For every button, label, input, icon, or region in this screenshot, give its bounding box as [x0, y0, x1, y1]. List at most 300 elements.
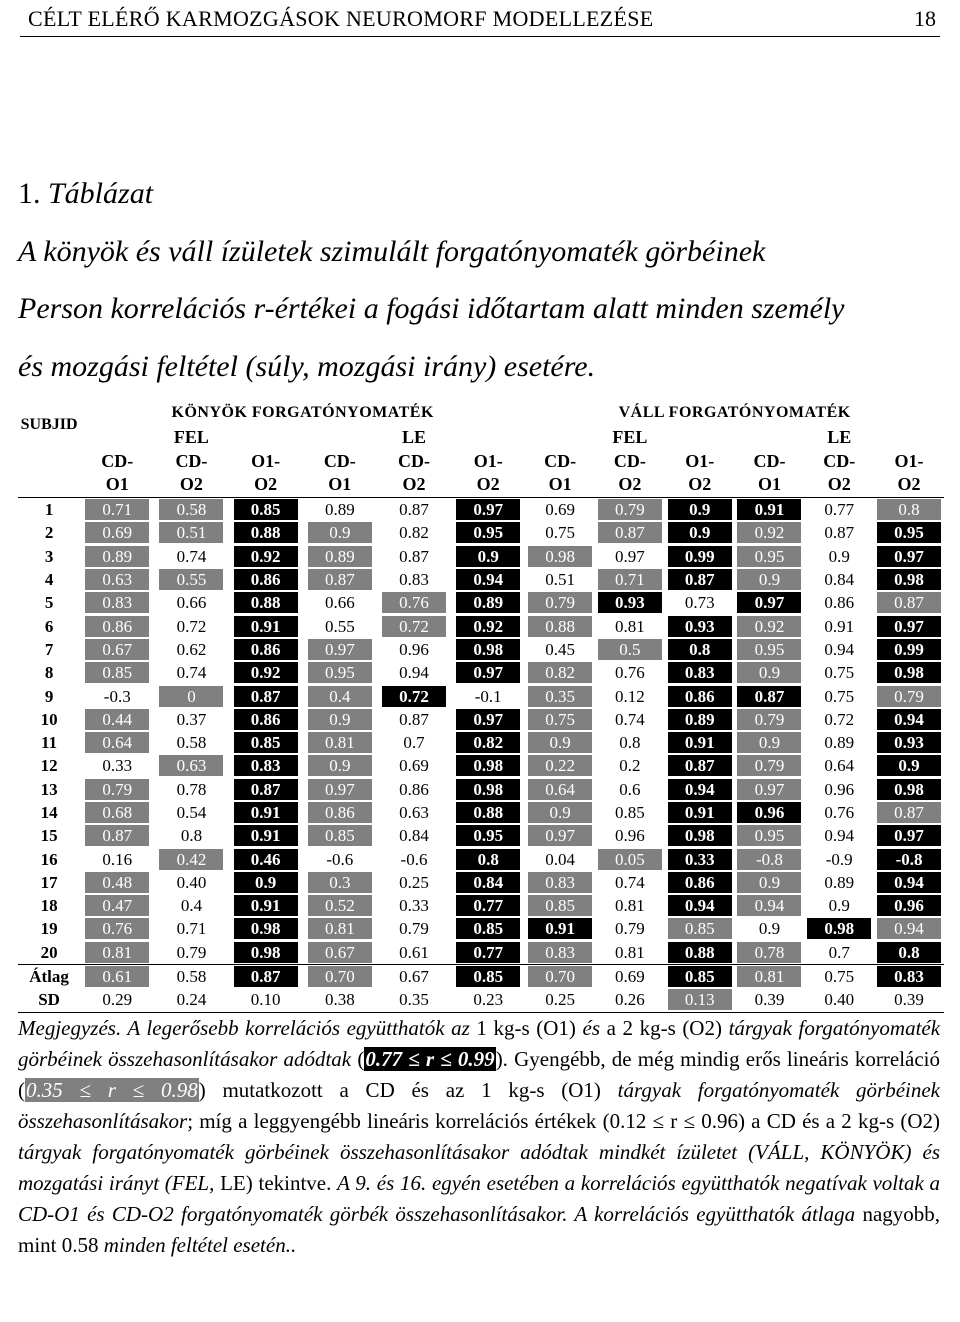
correlation-cell	[154, 754, 228, 777]
correlation-cell	[525, 847, 595, 870]
correlation-cell	[804, 917, 874, 940]
table-row	[18, 941, 944, 965]
correlation-value: 0.88	[456, 802, 520, 823]
correlation-cell	[735, 591, 805, 614]
correlation-value: 0.99	[668, 546, 732, 567]
correlation-cell	[665, 521, 735, 544]
correlation-cell	[735, 801, 805, 824]
correlation-cell	[303, 871, 377, 894]
correlation-cell	[80, 684, 154, 707]
correlation-cell	[377, 521, 451, 544]
table-row	[18, 754, 944, 777]
subject-id: 9	[44, 686, 54, 706]
correlation-value: 0.83	[382, 569, 446, 590]
correlation-value: 0.92	[234, 662, 298, 683]
correlation-value: 0.37	[159, 709, 223, 730]
correlation-cell	[874, 917, 944, 940]
correlation-cell	[874, 498, 944, 522]
correlation-value: 0.9	[877, 755, 941, 776]
note-text: 1 kg-s (O1)	[476, 1016, 576, 1040]
correlation-value: 0.68	[85, 802, 149, 823]
correlation-value: 0.75	[807, 686, 871, 707]
direction-header: LE	[401, 426, 426, 447]
correlation-cell	[229, 801, 303, 824]
correlation-value: 0.05	[598, 849, 662, 870]
correlation-value: 0.10	[234, 989, 298, 1010]
correlation-cell	[665, 824, 735, 847]
correlation-value: 0.76	[598, 662, 662, 683]
correlation-cell	[525, 778, 595, 801]
correlation-value: 0.74	[598, 709, 662, 730]
caption-label: 1. Táblázat	[18, 177, 154, 210]
correlation-value: 0.71	[85, 499, 149, 520]
correlation-value: 0.77	[456, 942, 520, 963]
caption-label-word: Táblázat	[48, 177, 154, 210]
correlation-value: 0.71	[598, 569, 662, 590]
correlation-value: 0.69	[598, 966, 662, 987]
table-direction-header	[18, 425, 944, 449]
direction-header: LE	[827, 426, 852, 447]
correlation-value: 0.87	[668, 569, 732, 590]
correlation-cell	[377, 684, 451, 707]
correlation-value: 0.91	[668, 732, 732, 753]
column-header: O1- O2	[229, 449, 303, 498]
subject-id: Átlag	[18, 964, 80, 988]
correlation-cell	[804, 754, 874, 777]
correlation-cell	[303, 638, 377, 661]
correlation-cell	[665, 871, 735, 894]
correlation-cell	[874, 731, 944, 754]
column-header: O1- O2	[874, 449, 944, 498]
correlation-cell	[451, 778, 525, 801]
correlation-cell	[377, 638, 451, 661]
correlation-cell	[154, 801, 228, 824]
correlation-value: 0.95	[877, 522, 941, 543]
table-row	[18, 568, 944, 591]
correlation-value: 0.33	[382, 895, 446, 916]
correlation-cell	[804, 684, 874, 707]
note-text: minden feltétel esetén..	[103, 1233, 297, 1257]
correlation-value: 0.89	[456, 592, 520, 613]
correlation-cell	[735, 778, 805, 801]
correlation-cell	[451, 847, 525, 870]
correlation-value: 0.94	[877, 872, 941, 893]
correlation-value: 0.9	[737, 872, 801, 893]
note-text: tárgyak forgatónyomaték görbéinek összehasonlításakor	[18, 1078, 940, 1133]
correlation-value: -0.3	[85, 686, 149, 707]
correlation-value: 0.79	[877, 686, 941, 707]
correlation-cell	[874, 988, 944, 1012]
note-text: a CD és a 2 kg-s (O2)	[751, 1109, 941, 1133]
correlation-cell	[595, 801, 665, 824]
correlation-cell	[303, 964, 377, 988]
correlation-value: 0.78	[159, 779, 223, 800]
correlation-cell	[154, 778, 228, 801]
correlation-value: -0.8	[877, 849, 941, 870]
correlation-value: 0.95	[308, 662, 372, 683]
correlation-value: 0.95	[456, 825, 520, 846]
correlation-cell	[735, 614, 805, 637]
correlation-cell	[229, 591, 303, 614]
correlation-value: 0.39	[877, 989, 941, 1010]
correlation-cell	[665, 708, 735, 731]
correlation-value: 0.6	[598, 779, 662, 800]
correlation-value: 0.9	[737, 918, 801, 939]
correlation-cell	[525, 941, 595, 965]
subject-id: 5	[44, 593, 54, 613]
correlation-cell	[874, 521, 944, 544]
correlation-value: 0.89	[308, 546, 372, 567]
correlation-value: 0.79	[737, 755, 801, 776]
correlation-value: 0.87	[234, 966, 298, 987]
correlation-cell	[595, 917, 665, 940]
correlation-cell	[229, 498, 303, 522]
correlation-value: 0.25	[528, 989, 592, 1010]
correlation-cell	[874, 847, 944, 870]
correlation-value: 0.86	[234, 709, 298, 730]
correlation-cell	[303, 498, 377, 522]
correlation-value: 0.91	[737, 499, 801, 520]
table-row	[18, 801, 944, 824]
correlation-cell	[451, 684, 525, 707]
correlation-value: 0.81	[737, 966, 801, 987]
correlation-value: 0.94	[456, 569, 520, 590]
correlation-cell	[229, 684, 303, 707]
correlation-value: 0.95	[456, 522, 520, 543]
correlation-cell	[80, 568, 154, 591]
correlation-value: 0.83	[85, 592, 149, 613]
correlation-value: 0.88	[234, 522, 298, 543]
correlation-cell	[804, 871, 874, 894]
correlation-cell	[804, 941, 874, 965]
correlation-value: 0.87	[308, 569, 372, 590]
correlation-cell	[595, 824, 665, 847]
correlation-cell	[229, 847, 303, 870]
column-header: CD- O2	[804, 449, 874, 498]
correlation-value: 0.9	[668, 499, 732, 520]
correlation-cell	[154, 847, 228, 870]
correlation-value: 0.51	[159, 522, 223, 543]
correlation-cell	[377, 917, 451, 940]
correlation-cell	[80, 824, 154, 847]
correlation-value: 0.98	[234, 918, 298, 939]
correlation-value: 0.93	[877, 732, 941, 753]
correlation-value: 0	[159, 686, 223, 707]
correlation-value: 0.91	[528, 918, 592, 939]
correlation-value: 0.86	[807, 592, 871, 613]
correlation-cell	[303, 591, 377, 614]
table-row	[18, 521, 944, 544]
correlation-cell	[303, 708, 377, 731]
correlation-value: 0.99	[877, 639, 941, 660]
correlation-cell	[80, 545, 154, 568]
correlation-value: 0.98	[456, 755, 520, 776]
correlation-cell	[735, 964, 805, 988]
correlation-value: 0.94	[668, 779, 732, 800]
correlation-value: 0.98	[807, 918, 871, 939]
correlation-value: 0.83	[234, 755, 298, 776]
correlation-value: 0.69	[382, 755, 446, 776]
correlation-value: 0.76	[807, 802, 871, 823]
correlation-cell	[525, 824, 595, 847]
correlation-cell	[874, 778, 944, 801]
correlation-cell	[451, 917, 525, 940]
correlation-value: 0.61	[85, 966, 149, 987]
correlation-cell	[595, 754, 665, 777]
correlation-value: 0.85	[234, 732, 298, 753]
correlation-cell	[377, 614, 451, 637]
subject-id: 7	[44, 639, 54, 659]
correlation-value: 0.9	[528, 732, 592, 753]
correlation-value: 0.98	[456, 779, 520, 800]
correlation-value: 0.98	[877, 569, 941, 590]
correlation-cell	[735, 917, 805, 940]
correlation-value: 0.92	[737, 522, 801, 543]
correlation-value: 0.97	[737, 779, 801, 800]
subject-id: 20	[40, 942, 58, 962]
correlation-cell	[377, 661, 451, 684]
correlation-value: 0.94	[807, 825, 871, 846]
correlation-value: 0.26	[598, 989, 662, 1010]
subject-id: SD	[18, 988, 80, 1012]
column-header: CD- O2	[377, 449, 451, 498]
correlation-value: 0.85	[598, 802, 662, 823]
correlation-cell	[377, 568, 451, 591]
running-header	[20, 4, 940, 37]
correlation-value: 0.63	[382, 802, 446, 823]
correlation-cell	[229, 731, 303, 754]
correlation-cell	[377, 545, 451, 568]
table-group-header	[18, 399, 944, 425]
correlation-cell	[80, 638, 154, 661]
correlation-value: 0.72	[382, 686, 446, 707]
correlation-value: 0.74	[159, 546, 223, 567]
correlation-value: 0.97	[308, 639, 372, 660]
correlation-value: 0.8	[668, 639, 732, 660]
correlation-cell	[874, 638, 944, 661]
correlation-value: 0.16	[85, 849, 149, 870]
correlation-cell	[665, 638, 735, 661]
correlation-cell	[804, 545, 874, 568]
correlation-value: 0.87	[877, 802, 941, 823]
correlation-cell	[804, 708, 874, 731]
correlation-value: 0.33	[85, 755, 149, 776]
correlation-value: 0.24	[159, 989, 223, 1010]
note-text: ) mutatkozott a CD és az 1 kg-s (O1)	[198, 1078, 601, 1102]
correlation-cell	[229, 824, 303, 847]
correlation-cell	[874, 871, 944, 894]
correlation-cell	[874, 964, 944, 988]
correlation-value: 0.9	[807, 546, 871, 567]
correlation-cell	[665, 917, 735, 940]
correlation-cell	[451, 988, 525, 1012]
correlation-value: 0.77	[456, 895, 520, 916]
correlation-value: 0.98	[234, 942, 298, 963]
correlation-cell	[154, 894, 228, 917]
correlation-value: 0.42	[159, 849, 223, 870]
correlation-cell	[735, 708, 805, 731]
note-text: ; míg a leggyengébb lineáris korrelációs értékek (0.12 ≤ r ≤ 0.96)	[187, 1109, 745, 1133]
correlation-cell	[451, 638, 525, 661]
correlation-value: 0.52	[308, 895, 372, 916]
correlation-cell	[229, 521, 303, 544]
correlation-cell	[804, 801, 874, 824]
correlation-cell	[804, 731, 874, 754]
correlation-cell	[80, 988, 154, 1012]
table-row	[18, 708, 944, 731]
correlation-cell	[525, 684, 595, 707]
correlation-cell	[229, 871, 303, 894]
subj-header: SUBJID	[20, 415, 78, 433]
correlation-cell	[874, 941, 944, 965]
correlation-value: 0.62	[159, 639, 223, 660]
correlation-value: 0.81	[598, 895, 662, 916]
correlation-cell	[229, 614, 303, 637]
correlation-value: 0.79	[598, 499, 662, 520]
correlation-value: 0.85	[85, 662, 149, 683]
correlation-cell	[595, 638, 665, 661]
correlation-cell	[525, 614, 595, 637]
subject-id: 12	[40, 756, 58, 776]
correlation-value: 0.87	[234, 779, 298, 800]
correlation-cell	[451, 801, 525, 824]
correlation-value: 0.91	[234, 616, 298, 637]
correlation-cell	[525, 568, 595, 591]
correlation-cell	[377, 708, 451, 731]
correlation-cell	[874, 568, 944, 591]
correlation-value: 0.83	[528, 872, 592, 893]
correlation-value: 0.89	[308, 499, 372, 520]
correlation-value: -0.1	[456, 686, 520, 707]
correlation-cell	[80, 521, 154, 544]
correlation-value: 0.79	[382, 918, 446, 939]
correlation-value: 0.89	[668, 709, 732, 730]
correlation-value: 0.72	[159, 616, 223, 637]
correlation-cell	[595, 521, 665, 544]
table-row	[18, 498, 944, 522]
correlation-cell	[665, 731, 735, 754]
correlation-cell	[804, 964, 874, 988]
correlation-cell	[154, 684, 228, 707]
correlation-value: 0.84	[456, 872, 520, 893]
correlation-value: 0.9	[807, 895, 871, 916]
correlation-value: 0.88	[668, 942, 732, 963]
direction-header: FEL	[173, 426, 209, 447]
correlation-value: 0.98	[668, 825, 732, 846]
correlation-value: -0.6	[308, 849, 372, 870]
subject-id: 10	[40, 709, 58, 729]
correlation-value: 0.85	[456, 918, 520, 939]
column-header: O1- O2	[665, 449, 735, 498]
correlation-value: 0.97	[877, 616, 941, 637]
correlation-value: 0.97	[456, 662, 520, 683]
correlation-cell	[303, 988, 377, 1012]
correlation-cell	[229, 708, 303, 731]
correlation-cell	[80, 591, 154, 614]
correlation-cell	[665, 568, 735, 591]
correlation-value: 0.4	[159, 895, 223, 916]
correlation-value: 0.89	[85, 546, 149, 567]
correlation-value: 0.96	[737, 802, 801, 823]
correlation-cell	[595, 847, 665, 870]
correlation-value: -0.9	[807, 849, 871, 870]
correlation-value: 0.7	[382, 732, 446, 753]
correlation-value: 0.85	[528, 895, 592, 916]
correlation-cell	[665, 941, 735, 965]
column-header: CD- O2	[595, 449, 665, 498]
correlation-value: 0.81	[308, 732, 372, 753]
correlation-value: 0.87	[85, 825, 149, 846]
range-strong: 0.77 ≤ r ≤ 0.99	[365, 1047, 495, 1071]
correlation-cell	[451, 568, 525, 591]
correlation-cell	[665, 778, 735, 801]
note-text: ). Gyengébb, de még mindig erős lineáris korreláció (	[18, 1047, 941, 1102]
correlation-value: 0.75	[807, 662, 871, 683]
table-row	[18, 778, 944, 801]
correlation-value: 0.86	[668, 872, 732, 893]
correlation-value: 0.94	[737, 895, 801, 916]
subject-id: 2	[44, 523, 54, 543]
correlation-value: 0.76	[382, 592, 446, 613]
correlation-value: 0.85	[308, 825, 372, 846]
correlation-cell	[595, 708, 665, 731]
table-row	[18, 591, 944, 614]
correlation-value: 0.46	[234, 849, 298, 870]
correlation-value: 0.91	[234, 825, 298, 846]
correlation-value: 0.67	[308, 942, 372, 963]
correlation-value: 0.8	[159, 825, 223, 846]
correlation-cell	[665, 545, 735, 568]
correlation-cell	[154, 917, 228, 940]
correlation-value: 0.86	[308, 802, 372, 823]
correlation-value: 0.97	[598, 546, 662, 567]
correlation-value: 0.91	[234, 895, 298, 916]
range-moderate: 0.35 ≤ r ≤ 0.98	[26, 1078, 198, 1102]
correlation-cell	[665, 684, 735, 707]
correlation-cell	[595, 614, 665, 637]
subject-id: 18	[40, 896, 58, 916]
correlation-value: -0.8	[737, 849, 801, 870]
column-header: CD- O2	[154, 449, 228, 498]
correlation-value: 0.75	[807, 966, 871, 987]
note-text: tárgyak forgatónyomaték görbéinek összehasonlításakor adódtak	[18, 1016, 941, 1071]
correlation-cell	[874, 591, 944, 614]
correlation-cell	[735, 661, 805, 684]
correlation-value: 0.94	[877, 918, 941, 939]
correlation-cell	[665, 894, 735, 917]
correlation-cell	[303, 894, 377, 917]
correlation-value: 0.87	[668, 755, 732, 776]
correlation-value: 0.95	[737, 546, 801, 567]
correlation-cell	[229, 568, 303, 591]
correlation-cell	[229, 894, 303, 917]
correlation-cell	[80, 847, 154, 870]
subject-id: 11	[41, 733, 58, 753]
correlation-cell	[303, 801, 377, 824]
correlation-value: 0.89	[807, 732, 871, 753]
correlation-value: 0.81	[598, 942, 662, 963]
correlation-value: 0.72	[807, 709, 871, 730]
correlation-cell	[874, 661, 944, 684]
table-caption	[18, 165, 948, 395]
column-header: CD- O1	[735, 449, 805, 498]
table-note	[18, 1013, 940, 1261]
correlation-value: 0.82	[382, 522, 446, 543]
correlation-cell	[303, 941, 377, 965]
correlation-cell	[80, 964, 154, 988]
correlation-cell	[595, 684, 665, 707]
correlation-value: 0.48	[85, 872, 149, 893]
